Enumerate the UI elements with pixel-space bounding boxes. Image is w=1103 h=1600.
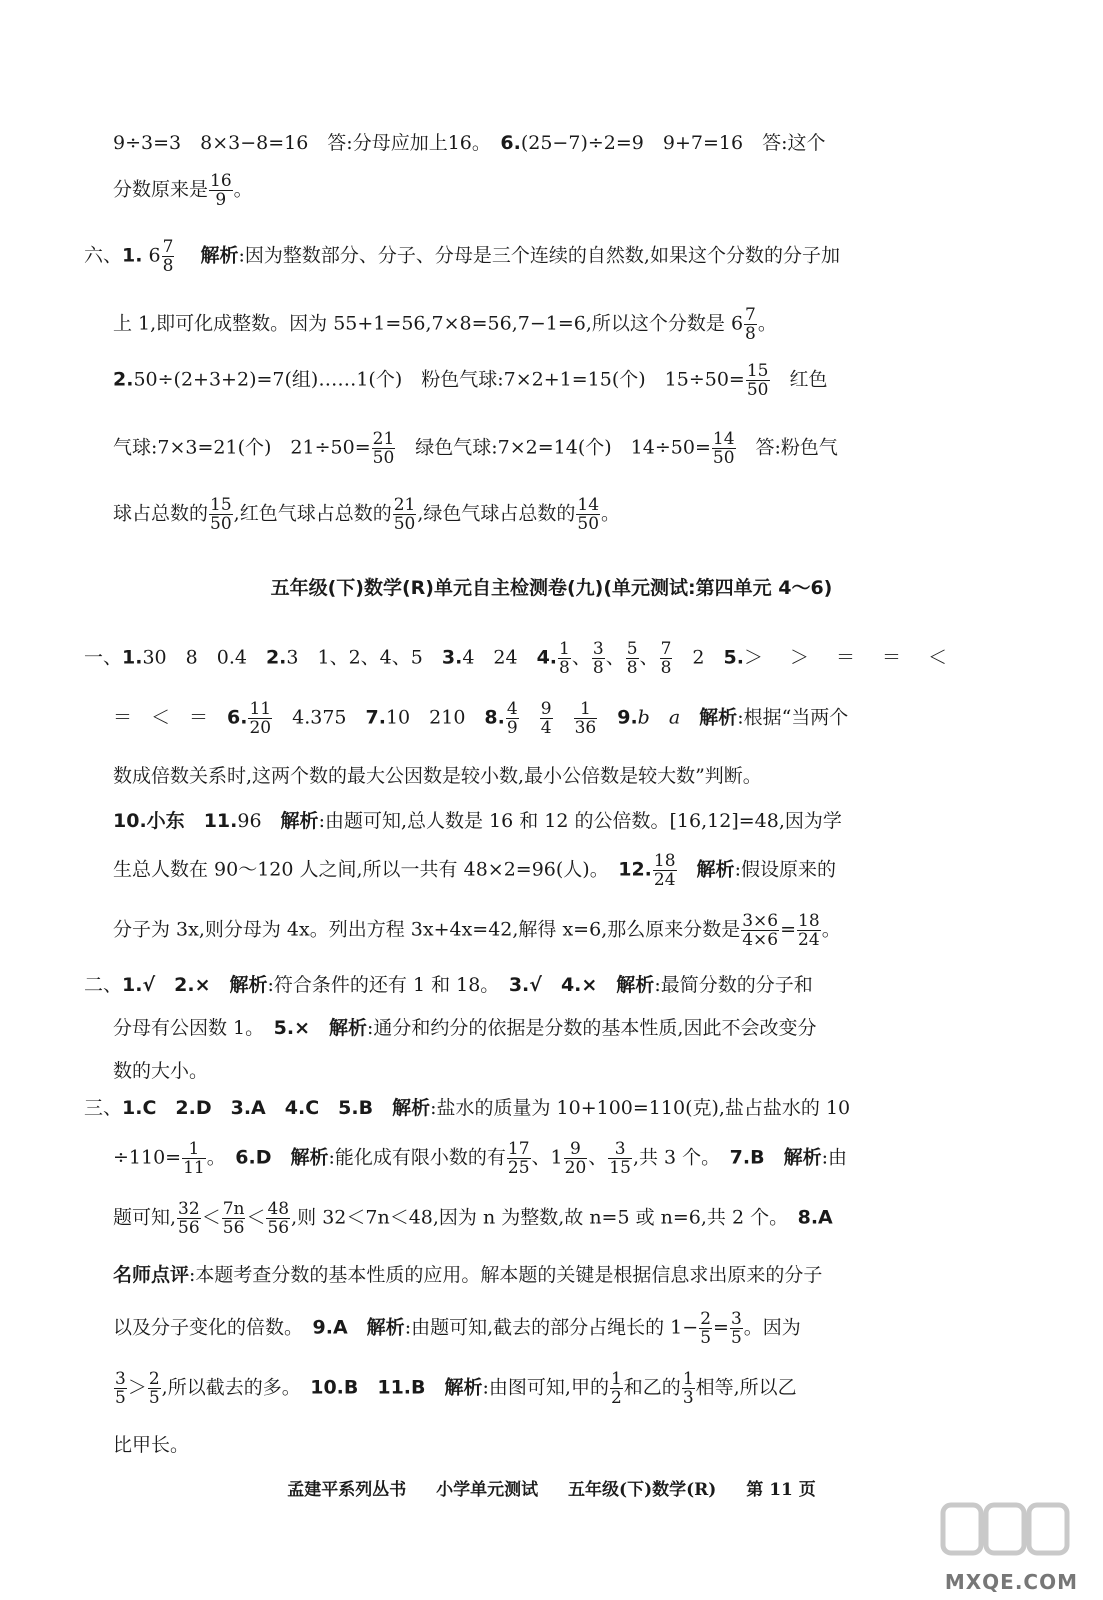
answer-line: 以及分子变化的倍数。 9.A 解析:由题可知,截去的部分占绳长的 1− $\frac{2}{5}$ = $\frac{3}{5}$ 。因为 bbox=[113, 1309, 801, 1348]
series-name: 孟建平系列丛书 bbox=[287, 1480, 407, 1500]
answer-line: 数的大小。 bbox=[113, 1060, 209, 1082]
fraction: $\frac{16}{9}$ bbox=[210, 171, 232, 210]
answer-line: 分数原来是 $\frac{16}{9}$ 。 bbox=[113, 171, 253, 210]
answer-line: ÷110= $\frac{1}{11}$ 。 6.D 解析:能化成有限小数的有 $\frac{17}{25}$ 、1 $\frac{9}{20}$ 、 $\frac{3}{15}$ ,共 3 个。 7.B 解析:由 bbox=[113, 1139, 847, 1178]
answer-line: 10.小东 11.96 解析:由题可知,总人数是 16 和 12 的公倍数。[16,12]=48,因为学 bbox=[113, 810, 842, 832]
answer-line: 比甲长。 bbox=[113, 1434, 190, 1456]
answer-line: 分母有公因数 1。 5.× 解析:通分和约分的依据是分数的基本性质,因此不会改变分 bbox=[113, 1017, 817, 1039]
page-footer bbox=[0, 1475, 1103, 1500]
answer-line: $\frac{3}{5}$ ＞ $\frac{2}{5}$ ,所以截去的多。 10.B 11.B 解析:由图可知,甲的 $\frac{1}{2}$ 和乙的 $\frac{1}{3}$ 相等,所以乙 bbox=[115, 1369, 797, 1408]
answer-line: 名师点评:本题考查分数的基本性质的应用。解本题的关键是根据信息求出原来的分子 bbox=[113, 1264, 823, 1286]
answer-line: 分子为 3x,则分母为 4x。列出方程 3x+4x=42,解得 x=6,那么原来分数是 $\frac{3\times 6}{4\times 6}$ = $\frac{18}{24}$ 。 bbox=[113, 911, 841, 950]
book-name: 小学单元测试 bbox=[436, 1480, 539, 1500]
answer-line: 题可知, $\frac{32}{56}$ ＜ $\frac{7n}{56}$ ＜ $\frac{48}{56}$ ,则 32＜7n＜48,因为 n 为整数,故 n=5 或 n=6,共 2 个。 8.A bbox=[113, 1199, 833, 1238]
answer-line: 上 1,即可化成整数。因为 55+1=56,7×8=56,7−1=6,所以这个分数是 6 $\frac{7}{8}$ 。 bbox=[113, 305, 777, 344]
answer-line: 数成倍数关系时,这两个数的最大公因数是较小数,最小公倍数是较大数”判断。 bbox=[113, 765, 762, 787]
watermark-text: MXQE.COM bbox=[944, 1570, 1078, 1594]
answer-line: 三、1.C 2.D 3.A 4.C 5.B 解析:盐水的质量为 10+100=110(克),盐占盐水的 10 bbox=[84, 1097, 851, 1119]
answer-line: 2.50÷(2+3+2)=7(组)……1(个) 粉色气球:7×2+1=15(个) 15÷50= $\frac{15}{50}$ 红色 bbox=[113, 361, 828, 400]
grade-subject: 五年级(下)数学(R) bbox=[568, 1480, 717, 1500]
page-number: 第 11 页 bbox=[746, 1480, 816, 1500]
answer-line: 二、1.√ 2.× 解析:符合条件的还有 1 和 18。 3.√ 4.× 解析:最简分数的分子和 bbox=[84, 974, 813, 996]
answer-line: 球占总数的 $\frac{15}{50}$ ,红色气球占总数的 $\frac{21}{50}$ ,绿色气球占总数的 $\frac{14}{50}$ 。 bbox=[113, 495, 621, 534]
section-title: 五年级(下)数学(R)单元自主检测卷(九)(单元测试:第四单元 4～6) bbox=[270, 577, 833, 599]
answer-line: 气球:7×3=21(个) 21÷50= $\frac{21}{50}$ 绿色气球:7×2=14(个) 14÷50= $\frac{14}{50}$ 答:粉色气 bbox=[113, 429, 838, 468]
answer-line: 一、1.30 8 0.4 2.3 1、2、4、5 3.4 24 4. $\frac{1}{8}$ 、 $\frac{3}{8}$ 、 $\frac{5}{8}$ 、 $\frac{7}{8}$ 2 5.＞ ＞ ＝ ＝ ＜ bbox=[84, 639, 951, 678]
answer-line: 六、1. 6 $\frac{7}{8}$ 解析:因为整数部分、分子、分母是三个连续的自然数,如果这个分数的分子加 bbox=[84, 237, 840, 276]
answer-line: ＝ ＜ ＝ 6. $\frac{11}{20}$ 4.375 7.10 210 8. $\frac{4}{9}$ $\frac{9}{4}$ $\frac{1}{36}$ 9.b a 解析:根据“当两个 bbox=[113, 699, 849, 738]
answer-line: 9÷3=3 8×3−8=16 答:分母应加上16。 6.(25−7)÷2=9 9+7=16 答:这个 bbox=[113, 132, 826, 154]
answer-line: 生总人数在 90～120 人之间,所以一共有 48×2=96(人)。 12. $\frac{18}{24}$ 解析:假设原来的 bbox=[113, 851, 836, 890]
